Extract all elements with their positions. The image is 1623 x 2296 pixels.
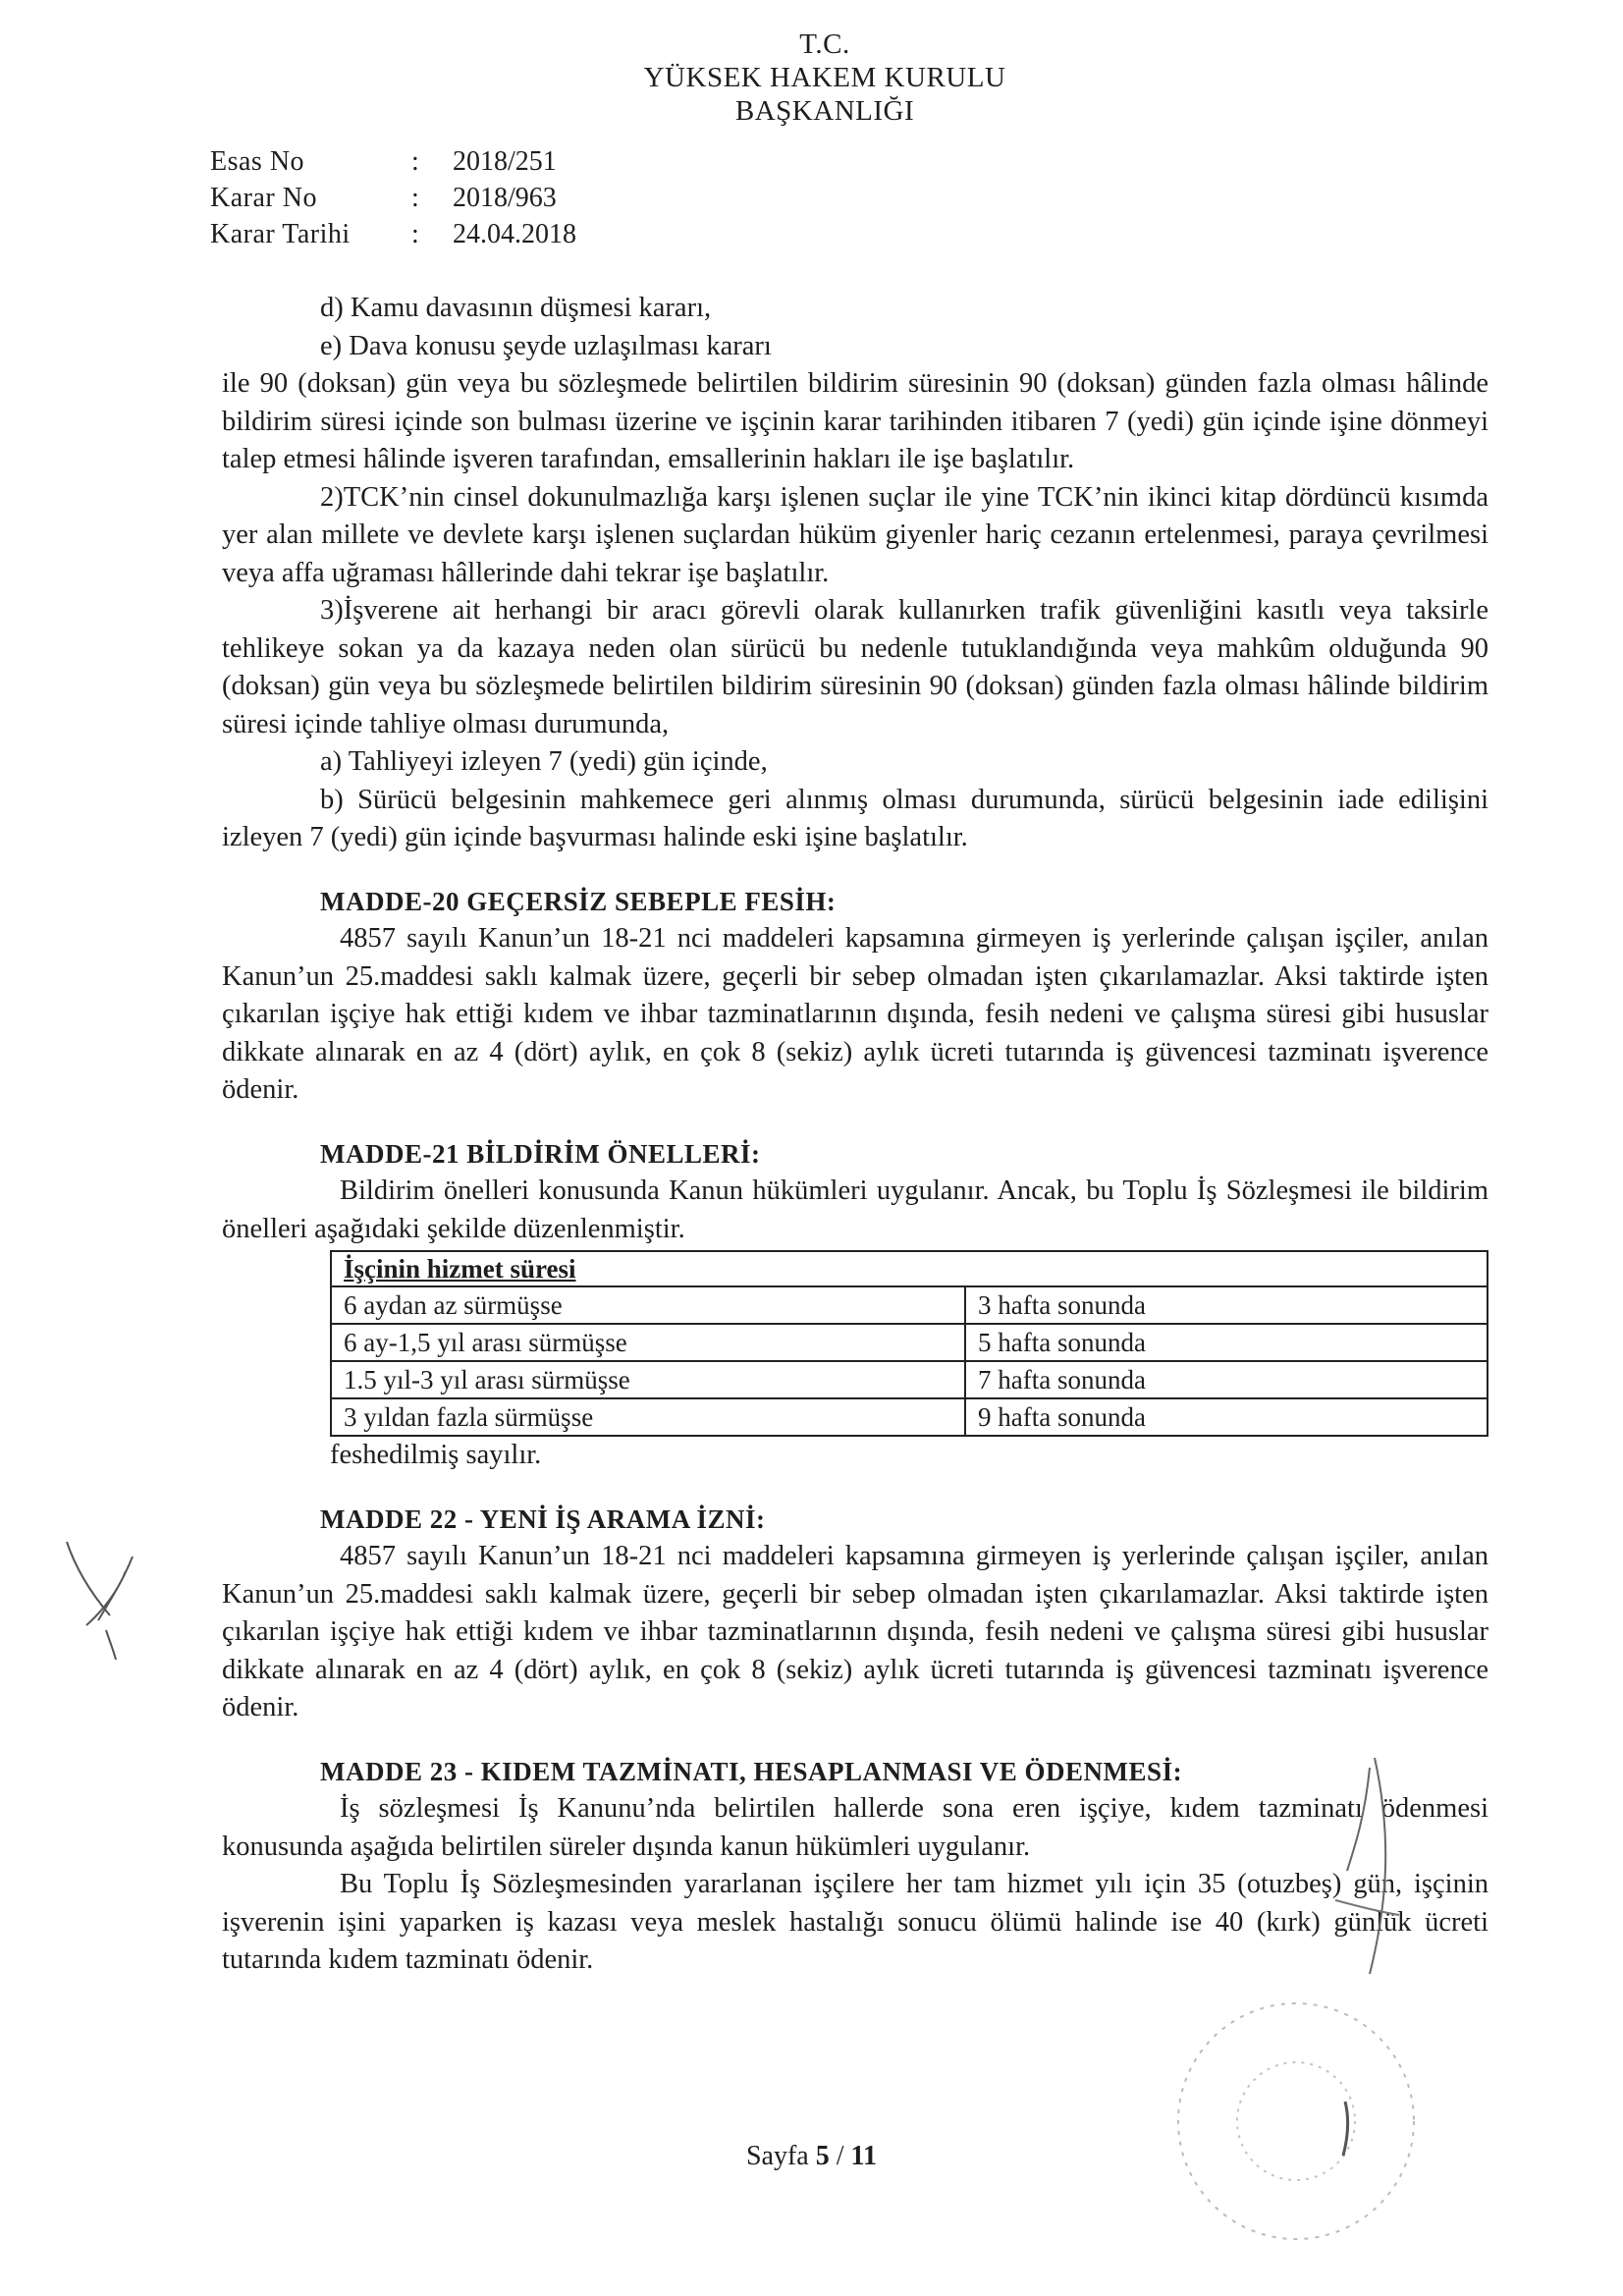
meta-colon: : [411, 183, 419, 213]
table-cell-notice: 3 hafta sonunda [965, 1286, 1488, 1324]
table-row [331, 1398, 1488, 1436]
table-cell-period: 6 ay-1,5 yıl arası sürmüşse [331, 1324, 965, 1361]
paragraph: b) Sürücü belgesinin mahkemece geri alınmış olması durumunda, sürücü belgesinin iade edilişini izleyen 7 (yedi) gün içinde başvurması halinde eski işine başlatılır. [222, 784, 1488, 852]
page-footer [0, 2141, 1623, 2172]
section-heading-21: MADDE-21 BİLDİRİM ÖNELLERİ: [320, 1138, 761, 1169]
meta-row-esas [210, 143, 576, 180]
footer-separator: / [836, 2141, 844, 2171]
table-row [331, 1324, 1488, 1361]
paragraph: 4857 sayılı Kanun’un 18-21 nci maddeleri kapsamına girmeyen iş yerlerinde çalışan işçiler, anılan Kanun’un 25.maddesi saklı kalmak üzere, geçerli bir sebep olmadan işten çıkarılamazlar. Aksi taktirde işten çıkarılan işçiye hak ettiği kıdem ve ihbar tazminatlarının dışında, fesih nedeni ve çalışma süresi gibi hususlar dikkate alınarak en az 4 (dört) aylık, en çok 8 (sekiz) aylık ücreti tutarında iş güvencesi tazminatı işverence ödenir. [222, 923, 1488, 1105]
meta-label: Karar Tarihi [210, 219, 351, 249]
section-heading-23: MADDE 23 - KIDEM TAZMİNATI, HESAPLANMASI VE ÖDENMESİ: [320, 1756, 1183, 1786]
paragraph: 4857 sayılı Kanun’un 18-21 nci maddeleri kapsamına girmeyen iş yerlerinde çalışan işçiler, anılan Kanun’un 25.maddesi saklı kalmak üzere, geçerli bir sebep olmadan işten çıkarılamazlar. Aksi taktirde işten çıkarılan işçiye hak ettiği kıdem ve ihbar tazminatlarının dışında, fesih nedeni ve çalışma süresi gibi hususlar dikkate alınarak en az 4 (dört) aylık, en çok 8 (sekiz) aylık ücreti tutarında iş güvencesi tazminatı işverence ödenir. [222, 1541, 1488, 1722]
table-row [331, 1361, 1488, 1398]
paragraph: Bildirim önelleri konusunda Kanun hükümleri uygulanır. Ancak, bu Toplu İş Sözleşmesi ile bildirim önelleri aşağıdaki şekilde düzenlenmiştir. [222, 1175, 1488, 1244]
table-cell-notice: 7 hafta sonunda [965, 1361, 1488, 1398]
meta-colon: : [411, 146, 419, 177]
table-cell-notice: 5 hafta sonunda [965, 1324, 1488, 1361]
meta-row-tarih [210, 216, 576, 252]
table-cell-period: 6 aydan az sürmüşse [331, 1286, 965, 1324]
meta-value: 2018/963 [453, 183, 557, 213]
paragraph: 2)TCK’nin cinsel dokunulmazlığa karşı işlenen suçlar ile yine TCK’nin ikinci kitap dördüncü kısımda yer alan millete ve devlete karşı işlenen suçlardan hüküm giyenler hariç cezanın ertelenmesi, paraya çevrilmesi veya affa uğraması hâllerinde dahi tekrar işe başlatılır. [222, 481, 1488, 588]
case-meta [210, 143, 576, 252]
section-heading-20: MADDE-20 GEÇERSİZ SEBEPLE FESİH: [320, 886, 837, 916]
paragraph: d) Kamu davasının düşmesi kararı, [320, 293, 712, 323]
footer-total-pages: 11 [850, 2141, 877, 2171]
header-line-tc: T.C. [799, 28, 850, 60]
paragraph: İş sözleşmesi İş Kanunu’nda belirtilen hallerde sona eren işçiye, kıdem tazminatı ödenmesi konusunda aşağıda belirtilen süreler dışında kanun hükümleri uygulanır. [222, 1793, 1488, 1862]
document-header [550, 27, 1100, 128]
header-line-department: BAŞKANLIĞI [734, 95, 915, 127]
paragraph: a) Tahliyeyi izleyen 7 (yedi) gün içinde, [320, 746, 768, 777]
meta-value: 2018/251 [453, 146, 557, 177]
table-row [331, 1286, 1488, 1324]
meta-colon: : [411, 219, 419, 249]
footer-prefix: Sayfa [745, 2141, 809, 2171]
table-header: İşçinin hizmet süresi [331, 1251, 1488, 1286]
meta-value: 24.04.2018 [453, 219, 576, 249]
table-cell-notice: 9 hafta sonunda [965, 1398, 1488, 1436]
paragraph: feshedilmiş sayılır. [330, 1440, 542, 1470]
paragraph: 3)İşverene ait herhangi bir aracı görevli olarak kullanırken trafik güvenliğini kasıtlı veya taksirle tehlikeye sokan ya da kazaya neden olan sürücü bu nedenle tutuklandığında veya mahkûm olduğunda 90 (doksan) gün veya bu sözleşmede belirtilen bildirim süresinin 90 (doksan) günden fazla olması hâlinde bildirim süresi içinde tahliye olması durumunda, [222, 595, 1488, 739]
meta-label: Esas No [210, 146, 305, 177]
document-body [222, 290, 1488, 1980]
paragraph: ile 90 (doksan) gün veya bu sözleşmede belirtilen bildirim süresinin 90 (doksan) günden fazla olması hâlinde bildirim süresi içinde son bulması üzerine ve işçinin karar tarihinden itibaren 7 (yedi) gün içinde işine dönmeyi talep etmesi hâlinde işveren tarafından, emsallerinin hakları ile işe başlatılır. [222, 368, 1488, 474]
meta-label: Karar No [210, 183, 317, 213]
paragraph: Bu Toplu İş Sözleşmesinden yararlanan işçilere her tam hizmet yılı için 35 (otuzbeş) gün, işçinin işverenin işini yaparken iş kazası veya meslek hastalığı sonucu ölümü halinde ise 40 (kırk) günlük ücreti tutarında kıdem tazminatı ödenir. [222, 1869, 1488, 1975]
meta-row-karar [210, 180, 576, 216]
margin-initial-mark [67, 1542, 133, 1660]
table-header-row [331, 1251, 1488, 1286]
paragraph: e) Dava konusu şeyde uzlaşılması kararı [320, 330, 772, 361]
seal-impression [1178, 2003, 1414, 2239]
section-heading-22: MADDE 22 - YENİ İŞ ARAMA İZNİ: [320, 1503, 766, 1534]
notice-period-table [330, 1250, 1488, 1437]
table-cell-period: 1.5 yıl-3 yıl arası sürmüşse [331, 1361, 965, 1398]
header-line-institution: YÜKSEK HAKEM KURULU [643, 62, 1006, 93]
table-cell-period: 3 yıldan fazla sürmüşse [331, 1398, 965, 1436]
footer-page-number: 5 [815, 2141, 830, 2171]
